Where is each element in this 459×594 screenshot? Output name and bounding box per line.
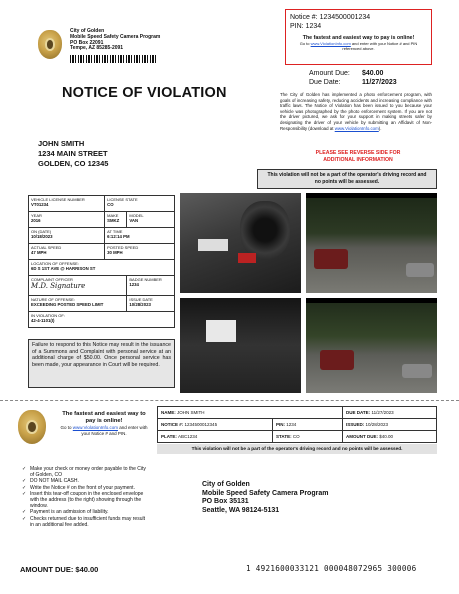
plate-closeup-photo <box>180 193 301 293</box>
stub-due-cell: DUE DATE: 11/27/2023 <box>343 407 437 419</box>
remit-address <box>202 481 328 515</box>
stub-notice-cell: NOTICE #: 1234500012345 <box>158 419 273 431</box>
instruction-item: ✓ Checks returned due to insufficient funds may result in an additional fee added. <box>22 516 150 528</box>
violation-of-cell: IN VIOLATION OF: 42-4-1101(I) <box>29 312 175 328</box>
reverse-side-notice: PLEASE SEE REVERSE SIDE FOR ADDITIONAL INFORMATION <box>315 150 401 163</box>
amount-due-label: Amount Due: <box>309 70 350 77</box>
intro-link[interactable]: www.ViolationInfo.com <box>334 125 379 131</box>
remit-line4: Seattle, WA 98124-5131 <box>202 506 280 514</box>
officer-cell: COMPLAINT OFFICER M.D. Signature <box>29 276 127 296</box>
ocr-scanline: 1 4921600033121 000048072965 300006 <box>246 564 417 573</box>
sender-line4: Tempe, AZ 85285-2091 <box>70 45 124 52</box>
at-time-cell: AT TIME 6:12:14 PM <box>105 228 175 244</box>
stub-plate-cell: PLATE: ABC1234 <box>158 431 273 443</box>
stub-link[interactable]: www.ViolationInfo.com <box>72 425 118 430</box>
due-date-row <box>309 79 397 86</box>
stub-pin-cell: PIN: 1234 <box>273 419 343 431</box>
driving-record-note: This violation will not be a part of the operator's driving record and no points will be assessed. <box>257 169 437 189</box>
bottom-amount-due: AMOUNT DUE: $40.00 <box>20 565 99 574</box>
amount-due-row <box>309 70 383 77</box>
page-title: NOTICE OF VIOLATION <box>62 85 227 101</box>
stub-driving-record-note: This violation will not be a part of the operator's driving record and no points will be assessed. <box>157 444 437 454</box>
stub-amount-cell: AMOUNT DUE: $40.00 <box>343 431 437 443</box>
stub-tagline: The fastest and easiest way to pay is online! <box>62 411 146 424</box>
violation-details-table <box>28 195 175 328</box>
sender-line3: PO Box 22091 <box>70 39 104 46</box>
issue-date-cell: ISSUE DATE 10/28/2023 <box>127 296 175 312</box>
sender-line2: Mobile Speed Safety Camera Program <box>70 33 161 40</box>
stub-state-cell: STATE: CO <box>273 431 343 443</box>
notice-link[interactable]: www.ViolationInfo.com <box>310 41 351 46</box>
recipient-address <box>38 139 108 169</box>
recipient-city: GOLDEN, CO 12345 <box>38 159 109 168</box>
sender-address <box>70 29 160 52</box>
remit-line3: PO Box 35131 <box>202 498 249 506</box>
remit-line2: Mobile Speed Safety Camera Program <box>202 489 329 497</box>
make-cell: MAKE SMKZ <box>105 212 127 228</box>
posted-speed-cell: POSTED SPEED 30 MPH <box>105 244 175 260</box>
due-date-value: 11/27/2023 <box>362 79 397 86</box>
instruction-item: ✓ Payment is an admission of liability. <box>22 509 150 515</box>
on-date-cell: ON (DATE) 10/18/2023 <box>29 228 105 244</box>
sender-line1: City of Golden <box>70 28 105 34</box>
location-cell: LOCATION OF OFFENSE: 6D S 1ST AVE @ HARRISON ST <box>29 260 175 276</box>
blurred-driver-photo <box>180 298 301 393</box>
failure-notice: Failure to respond to this Notice may result in the issuance of a Summons and Complaint with personal service at an additional charge of $50.00. Once personal service has been made, your appearance in Court will be required. <box>28 339 175 388</box>
scene-photo-1 <box>306 193 437 293</box>
instruction-item: ✓ Make your check or money order payable to the City of Golden, CO <box>22 466 150 478</box>
sender-barcode <box>70 55 158 63</box>
notice-tagline: The fastest and easiest way to pay is online! <box>302 35 415 41</box>
intro-paragraph: The City of Golden has implemented a photo enforcement program, with goals of increasing safety, reducing accidents and increasing compliance with traffic laws. The Notice of Violation has been issued to you because your vehicle was photographed by the photo enforcement system. If you are not the driver pictured, we ask for your support in making streets safer by designating the driver of your vehicle by submitting an Affidavit of Non-Responsibility (download at www.ViolationInfo.com). <box>280 92 432 131</box>
year-cell: YEAR 2016 <box>29 212 105 228</box>
model-cell: MODEL VAN <box>127 212 175 228</box>
stub-issued-cell: ISSUED: 10/28/2023 <box>343 419 437 431</box>
stub-details-table <box>157 406 437 443</box>
recipient-street: 1234 MAIN STREET <box>38 149 108 158</box>
amount-due-value: $40.00 <box>362 70 384 77</box>
instruction-item: ✓ Insert this tear-off coupon in the enclosed envelope with the address (to the right) showing through the window. <box>22 491 150 510</box>
plate-cell: VEHICLE LICENSE NUMBER VT01234 <box>29 196 105 212</box>
instruction-item: ✓ Write the Notice # on the front of your payment. <box>22 485 150 491</box>
notice-box <box>285 9 432 65</box>
city-badge-logo <box>38 30 62 59</box>
notice-number: Notice #: 1234500001234 <box>290 14 371 21</box>
nature-cell: NATURE OF OFFENSE: EXCEEDING POSTED SPEED LIMIT <box>29 296 127 312</box>
stub-pay-info <box>58 411 150 436</box>
notice-pin: PIN: 1234 <box>290 23 322 30</box>
instruction-item: ✓ DO NOT MAIL CASH. <box>22 478 150 484</box>
scene-photo-2 <box>306 298 437 393</box>
stub-instructions: Go to www.ViolationInfo.com and enter with your Notice # and PIN. <box>60 425 148 436</box>
stub-badge-logo <box>18 410 46 444</box>
payment-instructions <box>22 466 150 528</box>
due-date-label: Due Date: <box>309 79 341 86</box>
state-cell: LICENSE STATE CO <box>105 196 175 212</box>
actual-speed-cell: ACTUAL SPEED 47 MPH <box>29 244 105 260</box>
tear-off-line <box>0 400 459 401</box>
recipient-name: JOHN SMITH <box>38 139 85 148</box>
notice-instructions: Go to www.ViolationInfo.com and enter with your Notice # and PIN referenced above. <box>299 41 418 51</box>
remit-line1: City of Golden <box>202 481 250 488</box>
stub-name-cell: NAME: JOHN SMITH <box>158 407 343 419</box>
badge-cell: BADGE NUMBER 1234 <box>127 276 175 296</box>
officer-signature: M.D. Signature <box>31 282 86 290</box>
